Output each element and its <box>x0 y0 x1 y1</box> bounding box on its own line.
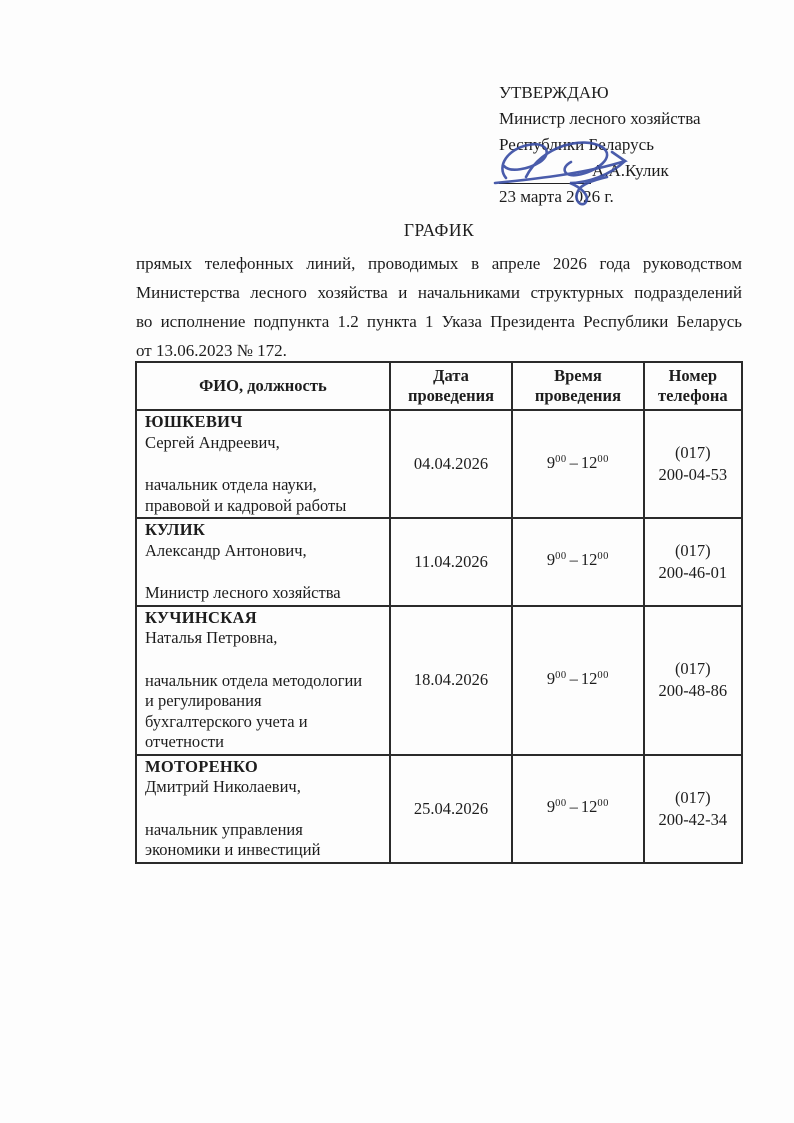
date-cell: 04.04.2026 <box>390 410 512 518</box>
time-end-sup: 00 <box>597 798 609 809</box>
header-phone: Номер телефона <box>644 362 742 410</box>
document-title: ГРАФИК <box>403 220 475 240</box>
table-row <box>136 755 742 863</box>
signature-row <box>499 158 759 184</box>
time-start-sup: 00 <box>555 798 567 809</box>
approval-date: 23 марта 2026 г. <box>499 187 614 206</box>
approval-org-line1: Министр лесного хозяйства <box>499 109 701 128</box>
time-separator: – <box>569 668 578 688</box>
signer-name: А.А.Кулик <box>592 161 669 180</box>
header-fio-position: ФИО, должность <box>136 362 390 410</box>
time-cell <box>512 755 643 863</box>
approval-org-line2: Республики Беларусь <box>499 135 654 154</box>
time-start-sup: 00 <box>555 453 567 465</box>
phone-cell: (017) 200-48-86 <box>644 606 742 755</box>
table-row <box>136 518 742 606</box>
schedule-table <box>135 361 743 864</box>
person-cell <box>136 518 390 606</box>
document-paragraph: прямых телефонных линий, проводимых в апреле 2026 года руководством Министерства лесного хозяйства и начальниками структурных подразделений во исполнение подпункта 1.2 пункта 1 Указа Президента Республики Беларусь от 13.06.2023 № 172. <box>136 254 742 360</box>
approval-stamp: УТВЕРЖДАЮ <box>499 83 609 102</box>
phone-cell: (017) 200-04-53 <box>644 410 742 518</box>
time-end: 12 <box>580 452 598 472</box>
table-header-row <box>136 362 742 410</box>
header-time: Время проведения <box>512 362 643 410</box>
time-start: 9 <box>546 797 556 816</box>
signature-line <box>499 164 591 184</box>
person-given: Наталья Петровна, <box>145 628 278 647</box>
table-row <box>136 410 742 518</box>
person-surname: КУЧИНСКАЯ <box>145 607 257 627</box>
header-date: Дата проведения <box>390 362 512 410</box>
person-surname: КУЛИК <box>145 520 206 539</box>
date-cell: 11.04.2026 <box>390 518 512 606</box>
time-start: 9 <box>546 668 556 688</box>
time-end: 12 <box>580 797 598 816</box>
time-end-sup: 00 <box>597 551 609 563</box>
phone-cell: (017) 200-46-01 <box>644 518 742 606</box>
time-separator: – <box>569 452 578 472</box>
person-position: начальник управления экономики и инвестиций <box>145 819 321 859</box>
time-end-sup: 00 <box>597 453 609 465</box>
person-position: Министр лесного хозяйства <box>145 583 341 602</box>
person-given: Дмитрий Николаевич, <box>145 777 301 796</box>
phone-cell: (017) 200-42-34 <box>644 755 742 863</box>
person-cell <box>136 410 390 518</box>
date-cell: 18.04.2026 <box>390 606 512 755</box>
person-position: начальник отдела методологии и регулирования бухгалтерского учета и отчетности <box>145 670 363 751</box>
date-cell: 25.04.2026 <box>390 755 512 863</box>
person-cell <box>136 606 390 755</box>
time-end: 12 <box>580 668 598 688</box>
approval-block <box>499 80 759 210</box>
person-surname: МОТОРЕНКО <box>145 756 259 776</box>
time-separator: – <box>569 797 578 816</box>
person-surname: ЮШКЕВИЧ <box>145 412 243 431</box>
time-end-sup: 00 <box>597 669 609 681</box>
time-cell <box>512 410 643 518</box>
time-separator: – <box>569 550 578 570</box>
person-position: начальник отдела науки, правовой и кадровой работы <box>145 475 347 515</box>
time-start: 9 <box>546 452 556 472</box>
time-start-sup: 00 <box>555 669 567 681</box>
time-start: 9 <box>546 550 556 570</box>
time-end: 12 <box>580 550 598 570</box>
time-cell <box>512 518 643 606</box>
person-given: Сергей Андреевич, <box>145 432 280 452</box>
time-start-sup: 00 <box>555 551 567 563</box>
table-row <box>136 606 742 755</box>
person-given: Александр Антонович, <box>145 540 307 560</box>
person-cell <box>136 755 390 863</box>
time-cell <box>512 606 643 755</box>
